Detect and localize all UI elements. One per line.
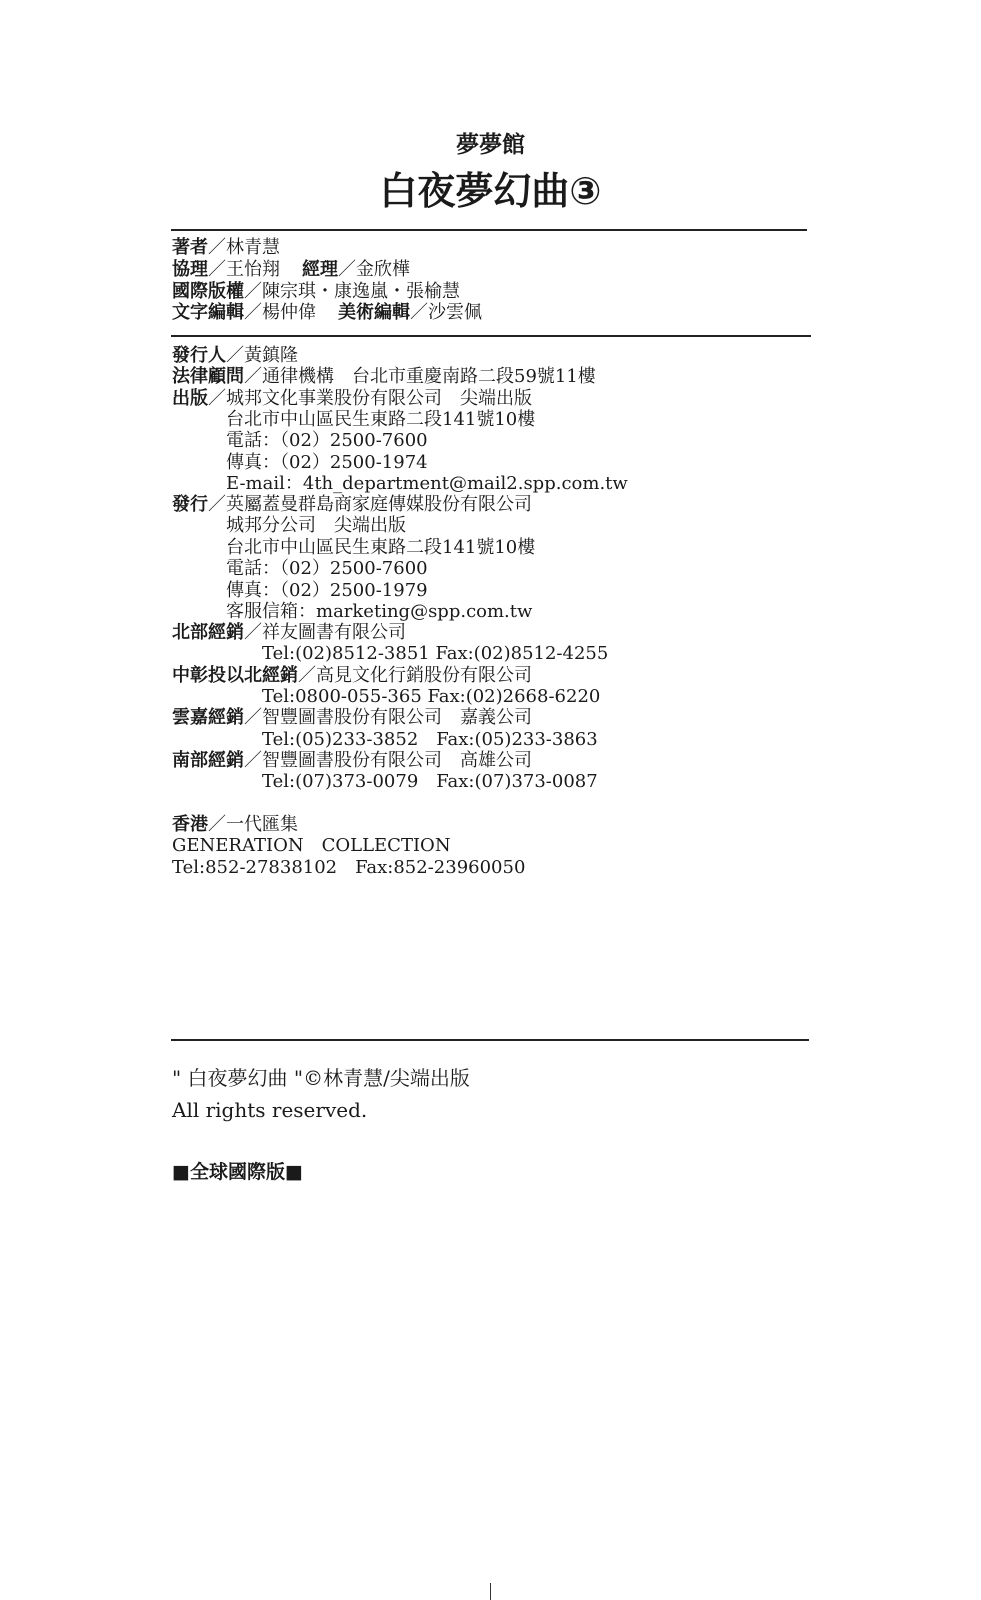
south-distributor: 南部經銷／智豐圖書股份有限公司 高雄公司 bbox=[172, 750, 532, 771]
distribute-email: 客服信箱：marketing@spp.com.tw bbox=[226, 601, 533, 622]
yunjia-contact: Tel:(05)233-3852 Fax:(05)233-3863 bbox=[262, 729, 598, 750]
publish-fax: 傳真：（02）2500-1974 bbox=[226, 452, 428, 473]
rights-reserved: All rights reserved. bbox=[172, 1098, 368, 1122]
credit-author: 著者／林青慧 bbox=[172, 237, 280, 258]
publish-line: 出版／城邦文化事業股份有限公司 尖端出版 bbox=[172, 388, 532, 409]
divider-bottom bbox=[171, 1039, 809, 1041]
distribute-fax: 傳真：（02）2500-1979 bbox=[226, 580, 428, 601]
copyright-notice: " 白夜夢幻曲 "©林青慧/尖端出版 bbox=[172, 1066, 470, 1090]
central-contact: Tel:0800-055-365 Fax:(02)2668-6220 bbox=[262, 686, 601, 707]
legal-line: 法律顧問／通律機構 台北市重慶南路二段59號11樓 bbox=[172, 366, 596, 387]
publish-email: E-mail：4th_department@mail2.spp.com.tw bbox=[226, 473, 628, 494]
credit-editors: 文字編輯／楊仲偉 美術編輯／沙雲佩 bbox=[172, 302, 482, 323]
central-distributor: 中彰投以北經銷／高見文化行銷股份有限公司 bbox=[172, 665, 532, 686]
south-contact: Tel:(07)373-0079 Fax:(07)373-0087 bbox=[262, 771, 598, 792]
distribute-branch: 城邦分公司 尖端出版 bbox=[226, 515, 406, 536]
issuer-line: 發行人／黃鎮隆 bbox=[172, 345, 298, 366]
credit-assistant-manager: 協理／王怡翔 經理／金欣樺 bbox=[172, 259, 410, 280]
publish-address: 台北市中山區民生東路二段141號10樓 bbox=[226, 409, 536, 430]
north-contact: Tel:(02)8512-3851 Fax:(02)8512-4255 bbox=[262, 643, 609, 664]
distribute-line: 發行／英屬蓋曼群島商家庭傳媒股份有限公司 bbox=[172, 494, 532, 515]
credit-rights: 國際版權／陳宗琪・康逸嵐・張榆慧 bbox=[172, 281, 460, 302]
series-name: 夢夢館 bbox=[456, 132, 525, 158]
publish-tel: 電話：（02）2500-7600 bbox=[226, 430, 428, 451]
hongkong-distributor: 香港／一代匯集 bbox=[172, 814, 298, 835]
distribute-tel: 電話：（02）2500-7600 bbox=[226, 558, 428, 579]
hongkong-contact: Tel:852-27838102 Fax:852-23960050 bbox=[172, 857, 526, 878]
distribute-address: 台北市中山區民生東路二段141號10樓 bbox=[226, 537, 536, 558]
edition-label: ■全球國際版■ bbox=[172, 1161, 303, 1183]
divider-top bbox=[171, 229, 807, 231]
divider-middle bbox=[171, 335, 811, 337]
yunjia-distributor: 雲嘉經銷／智豐圖書股份有限公司 嘉義公司 bbox=[172, 707, 532, 728]
book-title: 白夜夢幻曲③ bbox=[379, 169, 602, 213]
center-crop-mark bbox=[490, 1583, 491, 1600]
hongkong-english-name: GENERATION COLLECTION bbox=[172, 835, 451, 856]
north-distributor: 北部經銷／祥友圖書有限公司 bbox=[172, 622, 406, 643]
